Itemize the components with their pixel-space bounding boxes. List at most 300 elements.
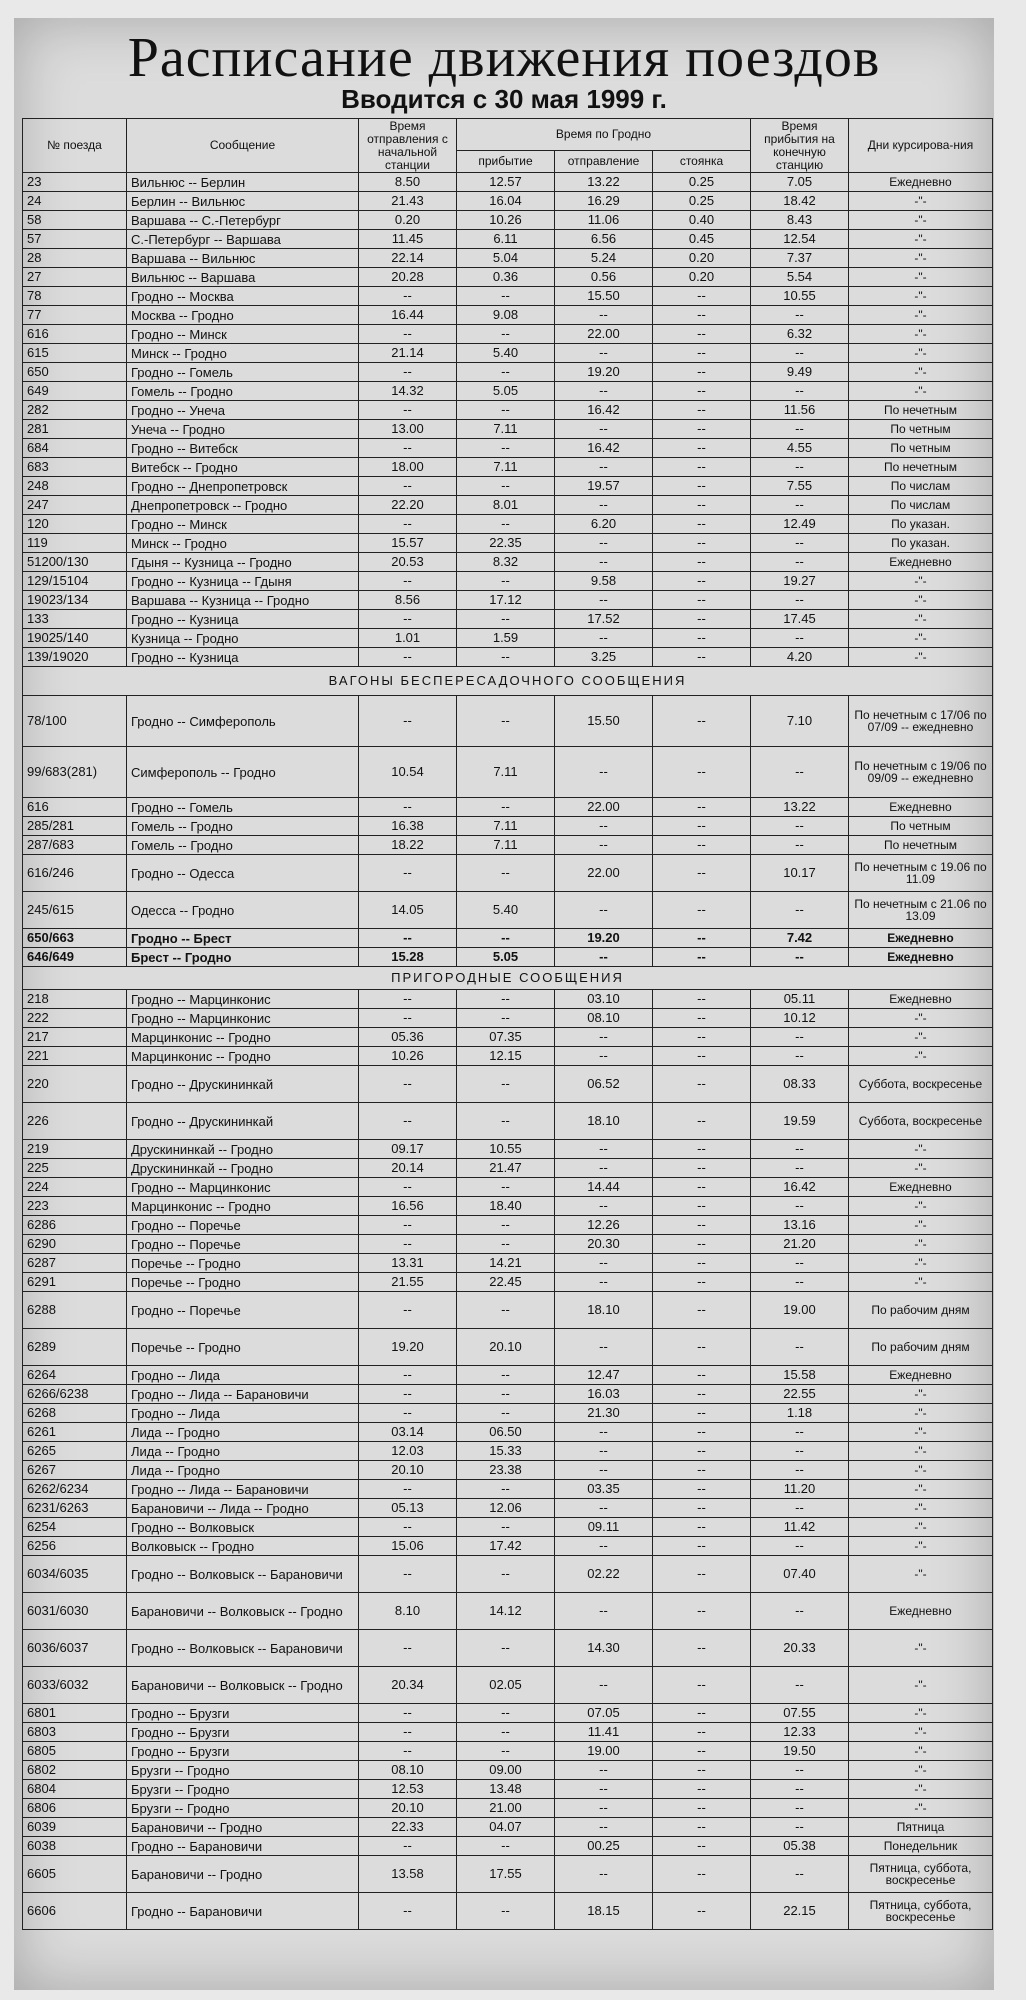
- cell-train-number: 23: [23, 173, 127, 192]
- table-row: [23, 268, 993, 287]
- cell-train-number: 248: [23, 477, 127, 496]
- cell-days: -"-: [849, 1537, 993, 1556]
- cell-stop-grodno: --: [653, 363, 751, 382]
- cell-days: -"-: [849, 344, 993, 363]
- cell-stop-grodno: --: [653, 1103, 751, 1140]
- table-row: [23, 929, 993, 948]
- cell-departure-start: 08.10: [359, 1761, 457, 1780]
- cell-train-number: 27: [23, 268, 127, 287]
- cell-train-number: 6806: [23, 1799, 127, 1818]
- cell-stop-grodno: --: [653, 1799, 751, 1818]
- table-row: [23, 1009, 993, 1028]
- cell-arrival-end: 10.55: [751, 287, 849, 306]
- table-row: [23, 836, 993, 855]
- cell-stop-grodno: --: [653, 572, 751, 591]
- table-row: [23, 1818, 993, 1837]
- cell-departure-start: 20.14: [359, 1159, 457, 1178]
- cell-days: Суббота, воскресенье: [849, 1066, 993, 1103]
- cell-departure-start: 05.13: [359, 1499, 457, 1518]
- cell-arrival-grodno: 7.11: [457, 420, 555, 439]
- cell-arrival-end: 11.42: [751, 1518, 849, 1537]
- cell-departure-grodno: 11.06: [555, 211, 653, 230]
- cell-days: -"-: [849, 572, 993, 591]
- cell-arrival-end: 13.16: [751, 1216, 849, 1235]
- cell-route: Гдыня -- Кузница -- Гродно: [127, 553, 359, 572]
- cell-departure-grodno: 14.30: [555, 1630, 653, 1667]
- cell-route: Гродно -- Москва: [127, 287, 359, 306]
- cell-arrival-grodno: 23.38: [457, 1461, 555, 1480]
- cell-train-number: 6801: [23, 1704, 127, 1723]
- cell-departure-start: 12.03: [359, 1442, 457, 1461]
- table-row: [23, 1103, 993, 1140]
- cell-departure-grodno: 22.00: [555, 798, 653, 817]
- cell-departure-grodno: --: [555, 1780, 653, 1799]
- cell-train-number: 6262/6234: [23, 1480, 127, 1499]
- cell-train-number: 223: [23, 1197, 127, 1216]
- cell-stop-grodno: --: [653, 1366, 751, 1385]
- cell-arrival-grodno: 12.15: [457, 1047, 555, 1066]
- cell-arrival-grodno: 5.05: [457, 382, 555, 401]
- cell-arrival-end: --: [751, 1442, 849, 1461]
- cell-arrival-grodno: 15.33: [457, 1442, 555, 1461]
- page-subtitle: Вводится с 30 мая 1999 г.: [341, 84, 667, 114]
- cell-departure-start: --: [359, 798, 457, 817]
- cell-train-number: 6261: [23, 1423, 127, 1442]
- cell-departure-start: --: [359, 1480, 457, 1499]
- cell-arrival-grodno: --: [457, 1480, 555, 1499]
- cell-arrival-grodno: 0.36: [457, 268, 555, 287]
- table-row: [23, 230, 993, 249]
- suburban-rows: [23, 990, 993, 1930]
- cell-departure-start: --: [359, 855, 457, 892]
- cell-route: Брузги -- Гродно: [127, 1780, 359, 1799]
- cell-arrival-grodno: 17.12: [457, 591, 555, 610]
- cell-train-number: 616: [23, 798, 127, 817]
- cell-arrival-grodno: --: [457, 1556, 555, 1593]
- table-row: [23, 747, 993, 798]
- cell-arrival-end: 4.55: [751, 439, 849, 458]
- cell-arrival-grodno: --: [457, 1742, 555, 1761]
- cell-arrival-grodno: --: [457, 1292, 555, 1329]
- cell-days: -"-: [849, 325, 993, 344]
- cell-departure-grodno: --: [555, 420, 653, 439]
- cell-departure-grodno: 16.42: [555, 439, 653, 458]
- table-row: [23, 1667, 993, 1704]
- cell-arrival-grodno: --: [457, 610, 555, 629]
- cell-days: -"-: [849, 648, 993, 667]
- table-row: [23, 892, 993, 929]
- cell-route: Симферополь -- Гродно: [127, 747, 359, 798]
- page-title: Расписание движения поездов: [127, 27, 881, 89]
- cell-train-number: 77: [23, 306, 127, 325]
- cell-stop-grodno: --: [653, 1009, 751, 1028]
- cell-stop-grodno: --: [653, 1197, 751, 1216]
- cell-departure-start: 10.26: [359, 1047, 457, 1066]
- cell-arrival-grodno: --: [457, 1893, 555, 1930]
- cell-arrival-grodno: 14.12: [457, 1593, 555, 1630]
- cell-departure-start: --: [359, 1893, 457, 1930]
- cell-departure-grodno: 19.20: [555, 929, 653, 948]
- cell-departure-grodno: 08.10: [555, 1009, 653, 1028]
- cell-route: Гродно -- Минск: [127, 325, 359, 344]
- cell-stop-grodno: --: [653, 287, 751, 306]
- main-rows: [23, 173, 993, 667]
- cell-days: -"-: [849, 1273, 993, 1292]
- cell-route: Гродно -- Лида: [127, 1366, 359, 1385]
- cell-arrival-end: --: [751, 1761, 849, 1780]
- cell-departure-start: --: [359, 325, 457, 344]
- cell-arrival-end: --: [751, 553, 849, 572]
- cell-departure-grodno: 16.42: [555, 401, 653, 420]
- table-row: [23, 1893, 993, 1930]
- cell-departure-start: --: [359, 1742, 457, 1761]
- cell-departure-grodno: --: [555, 1856, 653, 1893]
- cell-train-number: 19023/134: [23, 591, 127, 610]
- cell-stop-grodno: 0.20: [653, 249, 751, 268]
- cell-arrival-end: --: [751, 1780, 849, 1799]
- cell-train-number: 6038: [23, 1837, 127, 1856]
- cell-route: Гродно -- Поречье: [127, 1235, 359, 1254]
- cell-departure-start: 0.20: [359, 211, 457, 230]
- cell-stop-grodno: --: [653, 836, 751, 855]
- cell-arrival-grodno: --: [457, 1066, 555, 1103]
- cell-stop-grodno: --: [653, 1404, 751, 1423]
- cell-days: Пятница, суббота, воскресенье: [849, 1893, 993, 1930]
- cell-stop-grodno: --: [653, 629, 751, 648]
- cell-route: Гродно -- Марцинконис: [127, 1009, 359, 1028]
- cell-stop-grodno: --: [653, 401, 751, 420]
- table-row: [23, 1216, 993, 1235]
- cell-route: Поречье -- Гродно: [127, 1254, 359, 1273]
- cell-departure-start: 1.01: [359, 629, 457, 648]
- cell-arrival-grodno: 12.57: [457, 173, 555, 192]
- cell-route: Марцинконис -- Гродно: [127, 1197, 359, 1216]
- cell-train-number: 6264: [23, 1366, 127, 1385]
- cell-departure-start: --: [359, 696, 457, 747]
- cell-arrival-grodno: 20.10: [457, 1329, 555, 1366]
- cell-arrival-grodno: 7.11: [457, 836, 555, 855]
- cell-route: Минск -- Гродно: [127, 534, 359, 553]
- cell-route: Барановичи -- Лида -- Гродно: [127, 1499, 359, 1518]
- table-row: [23, 211, 993, 230]
- cell-departure-grodno: --: [555, 496, 653, 515]
- cell-departure-grodno: 16.03: [555, 1385, 653, 1404]
- cell-train-number: 6034/6035: [23, 1556, 127, 1593]
- cell-stop-grodno: --: [653, 1329, 751, 1366]
- cell-train-number: 78: [23, 287, 127, 306]
- cell-arrival-end: --: [751, 1423, 849, 1442]
- table-row: [23, 1423, 993, 1442]
- cell-days: Пятница, суббота, воскресенье: [849, 1856, 993, 1893]
- table-row: [23, 1723, 993, 1742]
- cell-arrival-grodno: --: [457, 1009, 555, 1028]
- cell-route: Брузги -- Гродно: [127, 1761, 359, 1780]
- cell-route: Брест -- Гродно: [127, 948, 359, 967]
- cell-departure-grodno: 18.10: [555, 1103, 653, 1140]
- cell-arrival-end: --: [751, 344, 849, 363]
- table-row: [23, 553, 993, 572]
- cell-days: -"-: [849, 1140, 993, 1159]
- cell-train-number: 219: [23, 1140, 127, 1159]
- cell-days: -"-: [849, 1761, 993, 1780]
- cell-arrival-grodno: 21.00: [457, 1799, 555, 1818]
- cell-departure-start: 19.20: [359, 1329, 457, 1366]
- cell-departure-start: 15.06: [359, 1537, 457, 1556]
- cell-arrival-end: --: [751, 534, 849, 553]
- cell-departure-grodno: 6.56: [555, 230, 653, 249]
- table-row: [23, 1028, 993, 1047]
- cell-arrival-end: 08.33: [751, 1066, 849, 1103]
- cell-stop-grodno: --: [653, 1856, 751, 1893]
- table-row: [23, 458, 993, 477]
- cell-stop-grodno: --: [653, 458, 751, 477]
- cell-days: -"-: [849, 230, 993, 249]
- cell-train-number: 221: [23, 1047, 127, 1066]
- cell-departure-start: 8.10: [359, 1593, 457, 1630]
- table-row: [23, 591, 993, 610]
- cell-arrival-grodno: 6.11: [457, 230, 555, 249]
- cell-stop-grodno: --: [653, 591, 751, 610]
- cell-arrival-grodno: --: [457, 1404, 555, 1423]
- cell-departure-start: 16.44: [359, 306, 457, 325]
- cell-departure-grodno: --: [555, 553, 653, 572]
- table-row: [23, 1742, 993, 1761]
- cell-days: Пятница: [849, 1818, 993, 1837]
- cell-route: Вильнюс -- Варшава: [127, 268, 359, 287]
- cell-days: -"-: [849, 1799, 993, 1818]
- cell-route: Гродно -- Лида -- Барановичи: [127, 1480, 359, 1499]
- cell-departure-grodno: --: [555, 1593, 653, 1630]
- table-row: [23, 817, 993, 836]
- cell-route: Поречье -- Гродно: [127, 1273, 359, 1292]
- table-row: [23, 1254, 993, 1273]
- cell-route: Гродно -- Гомель: [127, 798, 359, 817]
- cell-departure-start: --: [359, 1837, 457, 1856]
- cell-arrival-grodno: 5.40: [457, 892, 555, 929]
- cell-arrival-grodno: 22.35: [457, 534, 555, 553]
- cell-train-number: 245/615: [23, 892, 127, 929]
- cell-train-number: 6605: [23, 1856, 127, 1893]
- cell-train-number: 6286: [23, 1216, 127, 1235]
- cell-departure-start: 11.45: [359, 230, 457, 249]
- cell-train-number: 224: [23, 1178, 127, 1197]
- cell-arrival-end: 6.32: [751, 325, 849, 344]
- cell-arrival-end: --: [751, 1273, 849, 1292]
- cell-departure-start: 13.31: [359, 1254, 457, 1273]
- cell-arrival-end: --: [751, 496, 849, 515]
- cell-days: По числам: [849, 496, 993, 515]
- cell-arrival-end: --: [751, 1047, 849, 1066]
- cell-arrival-end: --: [751, 747, 849, 798]
- cell-departure-grodno: 18.10: [555, 1292, 653, 1329]
- cell-departure-grodno: 07.05: [555, 1704, 653, 1723]
- cell-days: По четным: [849, 439, 993, 458]
- cell-train-number: 78/100: [23, 696, 127, 747]
- table-row: [23, 1593, 993, 1630]
- cell-departure-grodno: --: [555, 1537, 653, 1556]
- table-row: [23, 1799, 993, 1818]
- cell-train-number: 650: [23, 363, 127, 382]
- cell-days: Ежедневно: [849, 948, 993, 967]
- cell-train-number: 683: [23, 458, 127, 477]
- table-row: [23, 855, 993, 892]
- through-section: [23, 667, 993, 696]
- cell-train-number: 119: [23, 534, 127, 553]
- section-suburban-title: ПРИГОРОДНЫЕ СООБЩЕНИЯ: [23, 967, 993, 990]
- cell-arrival-grodno: 17.42: [457, 1537, 555, 1556]
- table-row: [23, 1461, 993, 1480]
- cell-arrival-grodno: 12.06: [457, 1499, 555, 1518]
- cell-departure-grodno: 12.26: [555, 1216, 653, 1235]
- cell-departure-grodno: --: [555, 1442, 653, 1461]
- cell-departure-grodno: 9.58: [555, 572, 653, 591]
- cell-train-number: 6031/6030: [23, 1593, 127, 1630]
- cell-arrival-end: --: [751, 1197, 849, 1216]
- cell-stop-grodno: --: [653, 1273, 751, 1292]
- table-row: [23, 1066, 993, 1103]
- cell-departure-start: 13.00: [359, 420, 457, 439]
- cell-arrival-grodno: 5.40: [457, 344, 555, 363]
- cell-route: Витебск -- Гродно: [127, 458, 359, 477]
- cell-train-number: 6805: [23, 1742, 127, 1761]
- cell-departure-start: --: [359, 929, 457, 948]
- table-row: [23, 325, 993, 344]
- cell-arrival-end: 11.20: [751, 1480, 849, 1499]
- cell-arrival-end: --: [751, 817, 849, 836]
- cell-stop-grodno: 0.20: [653, 268, 751, 287]
- section-through-title: ВАГОНЫ БЕСПЕРЕСАДОЧНОГО СООБЩЕНИЯ: [23, 667, 993, 696]
- cell-stop-grodno: --: [653, 1159, 751, 1178]
- cell-days: -"-: [849, 1723, 993, 1742]
- cell-arrival-end: 07.40: [751, 1556, 849, 1593]
- cell-stop-grodno: --: [653, 1066, 751, 1103]
- cell-days: По нечетным: [849, 458, 993, 477]
- cell-days: По рабочим дням: [849, 1292, 993, 1329]
- cell-train-number: 649: [23, 382, 127, 401]
- cell-departure-start: 18.00: [359, 458, 457, 477]
- cell-train-number: 282: [23, 401, 127, 420]
- cell-route: Барановичи -- Волковыск -- Гродно: [127, 1667, 359, 1704]
- cell-arrival-end: 5.54: [751, 268, 849, 287]
- cell-stop-grodno: --: [653, 1704, 751, 1723]
- cell-arrival-end: 20.33: [751, 1630, 849, 1667]
- cell-days: По рабочим дням: [849, 1329, 993, 1366]
- table-row: [23, 1761, 993, 1780]
- cell-train-number: 646/649: [23, 948, 127, 967]
- cell-departure-start: 15.28: [359, 948, 457, 967]
- cell-arrival-end: 19.59: [751, 1103, 849, 1140]
- cell-route: Гродно -- Марцинконис: [127, 990, 359, 1009]
- cell-arrival-grodno: 10.55: [457, 1140, 555, 1159]
- cell-departure-grodno: --: [555, 458, 653, 477]
- cell-route: Кузница -- Гродно: [127, 629, 359, 648]
- cell-arrival-end: --: [751, 1159, 849, 1178]
- cell-stop-grodno: --: [653, 1480, 751, 1499]
- cell-stop-grodno: --: [653, 534, 751, 553]
- cell-stop-grodno: --: [653, 948, 751, 967]
- cell-train-number: 220: [23, 1066, 127, 1103]
- cell-train-number: 6606: [23, 1893, 127, 1930]
- cell-days: -"-: [849, 382, 993, 401]
- cell-train-number: 51200/130: [23, 553, 127, 572]
- cell-stop-grodno: --: [653, 1556, 751, 1593]
- cell-train-number: 218: [23, 990, 127, 1009]
- cell-departure-grodno: 0.56: [555, 268, 653, 287]
- table-row: [23, 1273, 993, 1292]
- cell-days: По нечетным: [849, 836, 993, 855]
- cell-route: Гродно -- Симферополь: [127, 696, 359, 747]
- table-row: [23, 610, 993, 629]
- cell-route: Поречье -- Гродно: [127, 1329, 359, 1366]
- cell-train-number: 6266/6238: [23, 1385, 127, 1404]
- cell-arrival-end: 4.20: [751, 648, 849, 667]
- cell-departure-start: 09.17: [359, 1140, 457, 1159]
- cell-arrival-end: 05.38: [751, 1837, 849, 1856]
- cell-route: Гомель -- Гродно: [127, 382, 359, 401]
- cell-route: Гродно -- Волковыск -- Барановичи: [127, 1630, 359, 1667]
- cell-departure-start: --: [359, 610, 457, 629]
- cell-stop-grodno: --: [653, 344, 751, 363]
- cell-departure-grodno: --: [555, 1461, 653, 1480]
- table-row: [23, 515, 993, 534]
- cell-arrival-grodno: 7.11: [457, 817, 555, 836]
- cell-route: Гродно -- Кузница: [127, 610, 359, 629]
- cell-days: -"-: [849, 1667, 993, 1704]
- cell-departure-start: 8.50: [359, 173, 457, 192]
- cell-arrival-end: 19.27: [751, 572, 849, 591]
- cell-stop-grodno: --: [653, 1254, 751, 1273]
- cell-departure-grodno: --: [555, 1254, 653, 1273]
- table-row: [23, 1856, 993, 1893]
- cell-arrival-end: 18.42: [751, 192, 849, 211]
- cell-train-number: 222: [23, 1009, 127, 1028]
- cell-stop-grodno: --: [653, 1630, 751, 1667]
- cell-arrival-end: --: [751, 1461, 849, 1480]
- cell-arrival-end: --: [751, 458, 849, 477]
- cell-arrival-grodno: 7.11: [457, 458, 555, 477]
- cell-train-number: 99/683(281): [23, 747, 127, 798]
- cell-train-number: 6039: [23, 1818, 127, 1837]
- cell-arrival-grodno: --: [457, 855, 555, 892]
- cell-departure-start: 21.14: [359, 344, 457, 363]
- cell-arrival-end: 22.55: [751, 1385, 849, 1404]
- table-row: [23, 439, 993, 458]
- cell-train-number: 57: [23, 230, 127, 249]
- cell-departure-grodno: 5.24: [555, 249, 653, 268]
- cell-days: -"-: [849, 192, 993, 211]
- cell-departure-start: 14.32: [359, 382, 457, 401]
- cell-days: -"-: [849, 1254, 993, 1273]
- cell-stop-grodno: --: [653, 1140, 751, 1159]
- cell-arrival-end: --: [751, 1254, 849, 1273]
- cell-train-number: 6289: [23, 1329, 127, 1366]
- cell-arrival-end: 7.10: [751, 696, 849, 747]
- cell-days: -"-: [849, 1216, 993, 1235]
- cell-days: По указан.: [849, 515, 993, 534]
- cell-days: Ежедневно: [849, 929, 993, 948]
- cell-stop-grodno: --: [653, 1292, 751, 1329]
- cell-stop-grodno: --: [653, 496, 751, 515]
- table-row: [23, 572, 993, 591]
- cell-stop-grodno: --: [653, 382, 751, 401]
- cell-train-number: 19025/140: [23, 629, 127, 648]
- cell-route: Гродно -- Поречье: [127, 1216, 359, 1235]
- cell-arrival-end: 16.42: [751, 1178, 849, 1197]
- cell-arrival-grodno: 8.32: [457, 553, 555, 572]
- cell-route: Гродно -- Друскининкай: [127, 1066, 359, 1103]
- cell-days: -"-: [849, 1518, 993, 1537]
- cell-arrival-grodno: --: [457, 648, 555, 667]
